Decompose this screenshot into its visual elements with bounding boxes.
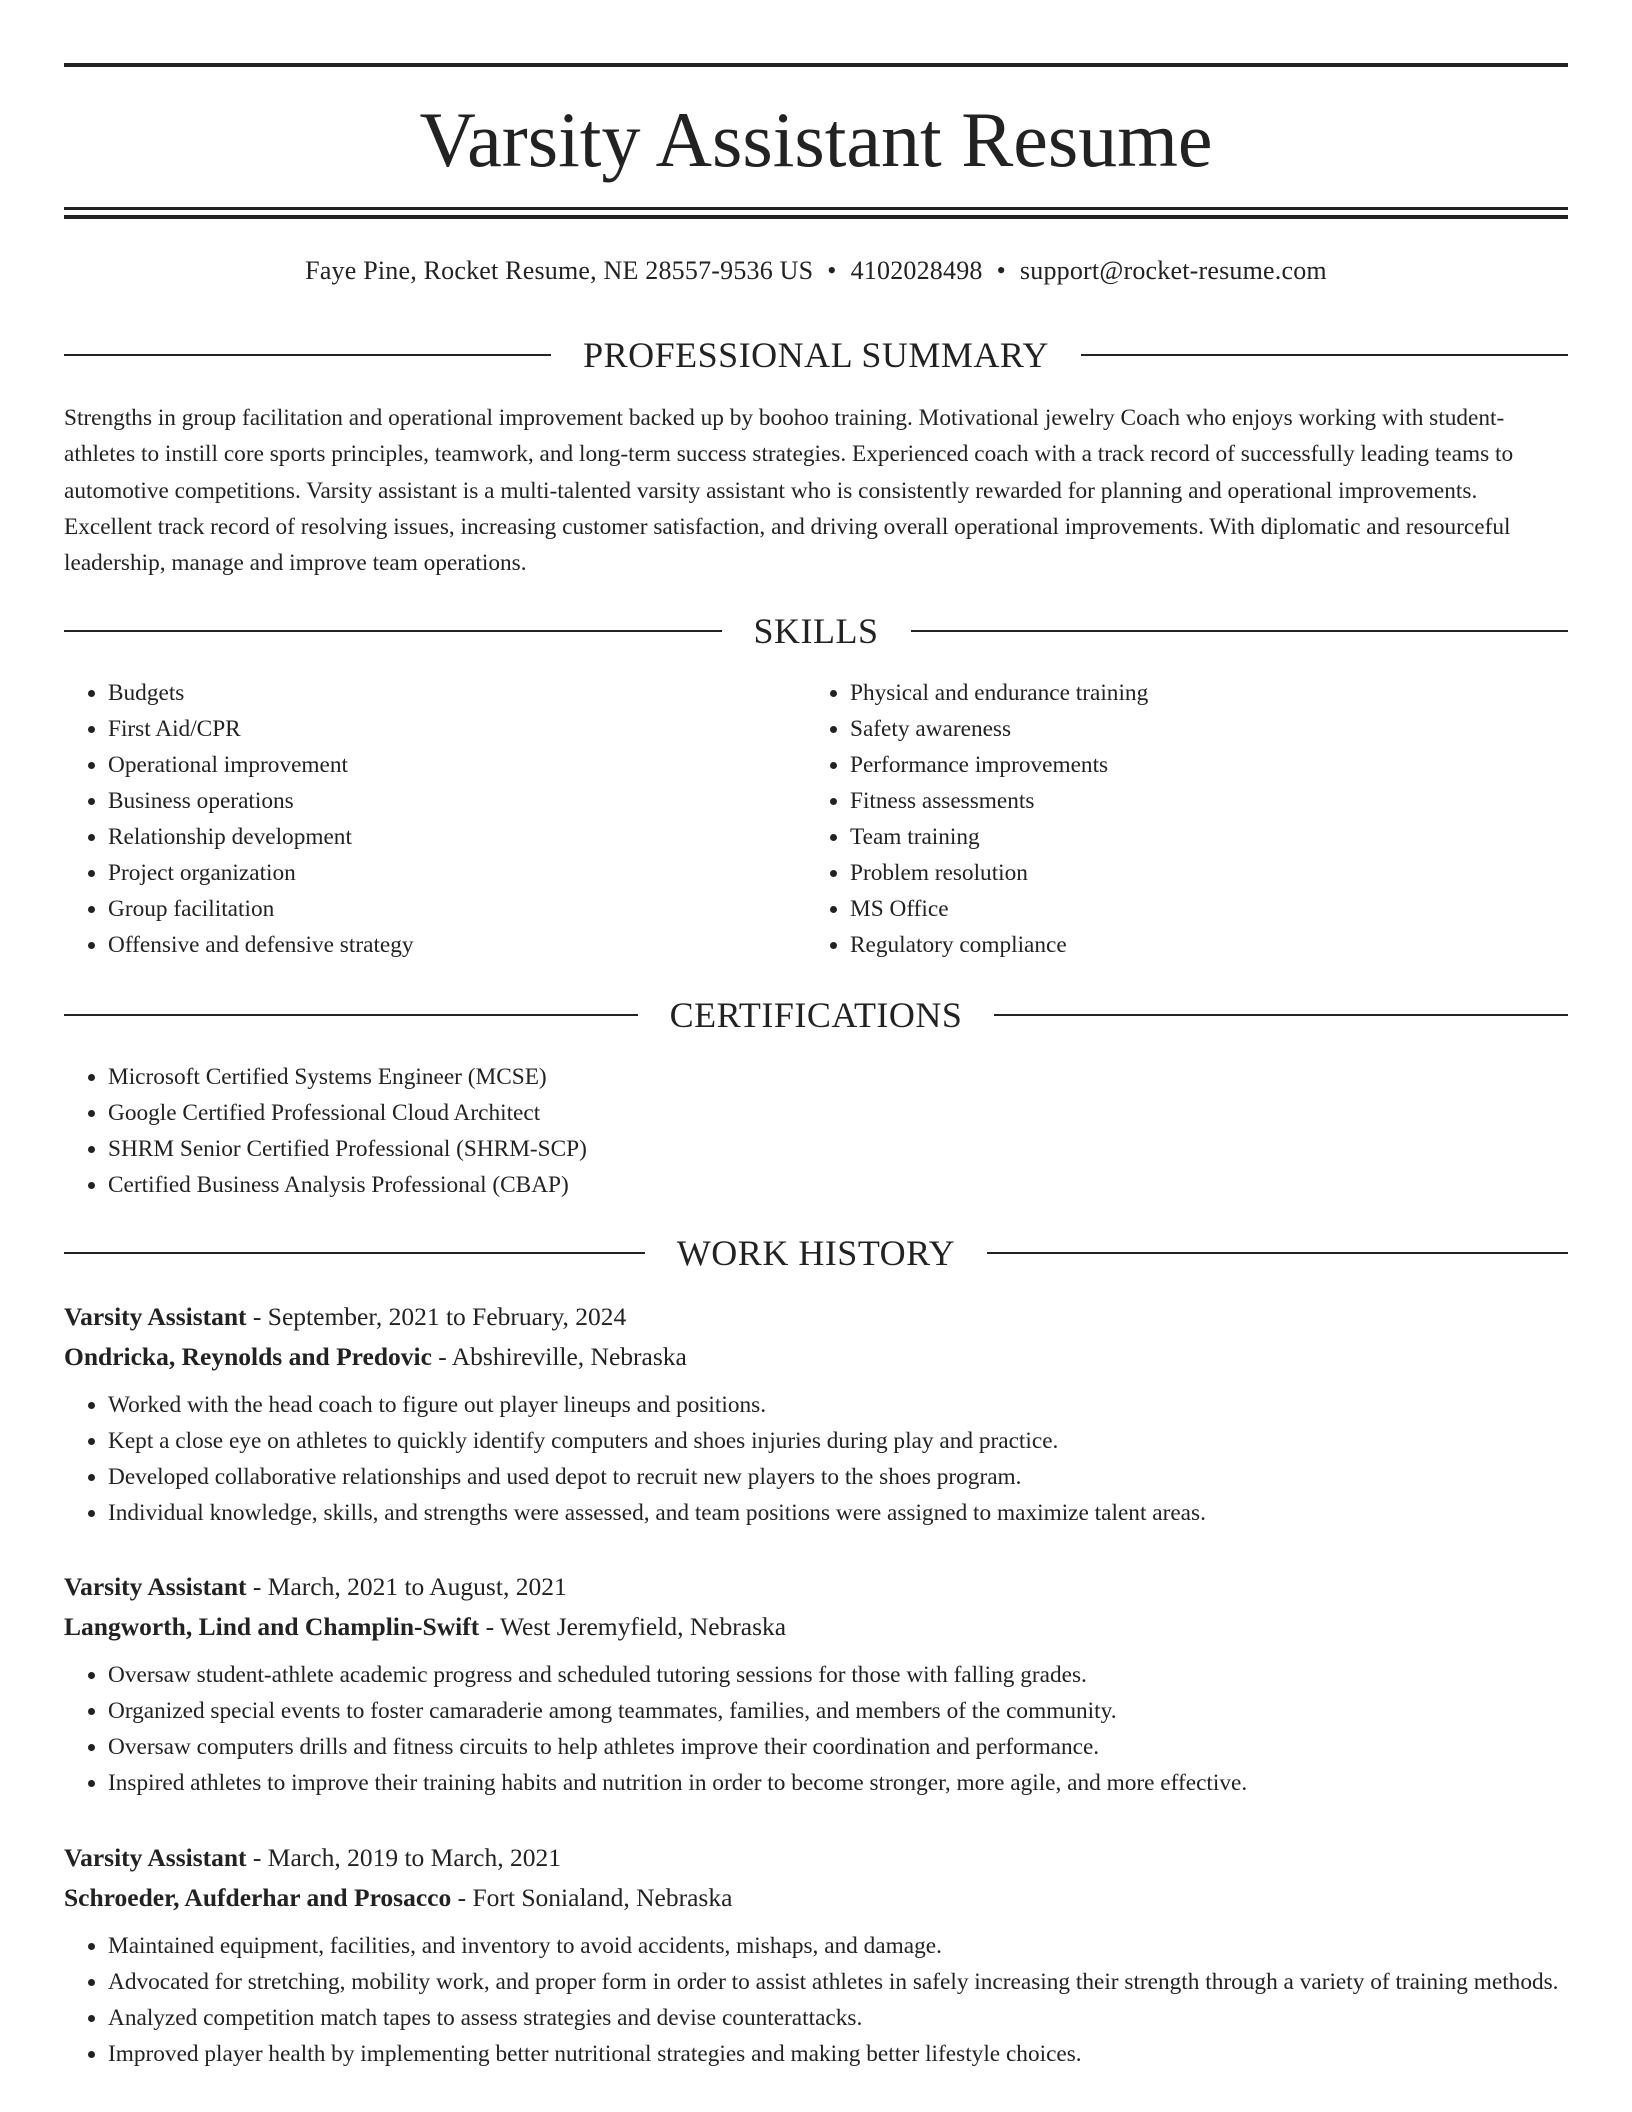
skill-item: • Problem resolution [850, 855, 1550, 891]
skills-heading-label: SKILLS [753, 611, 879, 651]
skill-item: • Fitness assessments [850, 783, 1550, 819]
page-title: Varsity Assistant Resume [419, 96, 1213, 183]
job-location: - Fort Sonialand, Nebraska [451, 1883, 733, 1912]
skill-item: • Safety awareness [850, 711, 1550, 747]
job-dates: - September, 2021 to February, 2024 [246, 1302, 627, 1331]
certifications-heading [64, 993, 1568, 1037]
skill-item: • Relationship development [108, 819, 808, 855]
top-rule [64, 63, 1568, 67]
contact-phone: 4102028498 [850, 256, 983, 285]
job-title: Varsity Assistant [64, 1302, 247, 1331]
skill-item: • Business operations [108, 783, 808, 819]
skills-list-right [806, 675, 1550, 963]
summary-text: Strengths in group facilitation and operational improvement backed up by boohoo training. Motivational jewelry Coach who enjoys working with student-athletes to instill core sports principles, teamwork, and long-term success strategies. Experienced coach with a track record of successfully leading teams to automotive competitions. Varsity assistant is a multi-talented varsity assistant who is consistently rewarded for planning and operational improvements. Excellent track record of resolving issues, increasing customer satisfaction, and driving overall operational improvements. With diplomatic and resourceful leadership, manage and improve team operations. [64, 405, 1514, 577]
skill-item: • Operational improvement [108, 747, 808, 783]
skill-item: • MS Office [850, 891, 1550, 927]
job-dates: - March, 2021 to August, 2021 [246, 1572, 567, 1601]
job-bullet: • Organized special events to foster camaraderie among teammates, families, and members of the community. [108, 1693, 1568, 1729]
contact-separator: • [996, 256, 1006, 285]
contact-address: Faye Pine, Rocket Resume, NE 28557-9536 US [305, 256, 814, 285]
certification-item: • Google Certified Professional Cloud Architect [108, 1095, 1508, 1131]
job-company: Schroeder, Aufderhar and Prosacco [64, 1883, 452, 1912]
job-location: - Abshireville, Nebraska [431, 1342, 687, 1371]
job-bullet: • Improved player health by implementing better nutritional strategies and making better lifestyle choices. [108, 2036, 1568, 2072]
skill-item: • Regulatory compliance [850, 927, 1550, 963]
job-bullet: • Worked with the head coach to figure out player lineups and positions. [108, 1387, 1568, 1423]
contact-separator: • [827, 256, 837, 285]
job-bullets [64, 1928, 1568, 2072]
job-bullet: • Maintained equipment, facilities, and inventory to avoid accidents, mishaps, and damage. [108, 1928, 1568, 1964]
job-dates: - March, 2019 to March, 2021 [246, 1843, 561, 1872]
job-location: - West Jeremyfield, Nebraska [479, 1612, 787, 1641]
job-bullet: • Kept a close eye on athletes to quickly identify computers and shoes injuries during play and practice. [108, 1423, 1568, 1459]
skill-item: • Project organization [108, 855, 808, 891]
skills-heading [64, 609, 1568, 653]
job-bullet: • Developed collaborative relationships and used depot to recruit new players to the shoes program. [108, 1459, 1568, 1495]
job-bullet: • Oversaw computers drills and fitness circuits to help athletes improve their coordination and performance. [108, 1729, 1568, 1765]
job-entry [64, 1838, 1568, 2072]
skill-item: • Offensive and defensive strategy [108, 927, 808, 963]
certifications-list [64, 1059, 1508, 1203]
job-entry [64, 1297, 1568, 1531]
job-company: Ondricka, Reynolds and Predovic [64, 1342, 432, 1371]
work-history-heading [64, 1231, 1568, 1275]
job-title: Varsity Assistant [64, 1843, 247, 1872]
skill-item: • Budgets [108, 675, 808, 711]
job-bullets [64, 1657, 1568, 1801]
job-bullet: • Inspired athletes to improve their training habits and nutrition in order to become stronger, more agile, and more effective. [108, 1765, 1568, 1801]
contact-email: support@rocket-resume.com [1019, 256, 1327, 285]
certification-item: • SHRM Senior Certified Professional (SHRM-SCP) [108, 1131, 1508, 1167]
job-company: Langworth, Lind and Champlin-Swift [64, 1612, 480, 1641]
work-history-heading-label: WORK HISTORY [676, 1233, 956, 1273]
certification-item: • Certified Business Analysis Professional (CBAP) [108, 1167, 1508, 1203]
skill-item: • Physical and endurance training [850, 675, 1550, 711]
job-bullet: • Advocated for stretching, mobility work, and proper form in order to assist athletes in safely increasing their strength through a variety of training methods. [108, 1964, 1568, 2000]
certifications-heading-label: CERTIFICATIONS [669, 995, 963, 1035]
job-bullet: • Analyzed competition match tapes to assess strategies and devise counterattacks. [108, 2000, 1568, 2036]
skill-item: • Group facilitation [108, 891, 808, 927]
job-bullet: • Oversaw student-athlete academic progress and scheduled tutoring sessions for those with falling grades. [108, 1657, 1568, 1693]
job-entry [64, 1567, 1568, 1801]
skill-item: • First Aid/CPR [108, 711, 808, 747]
summary-heading-label: PROFESSIONAL SUMMARY [583, 335, 1049, 375]
certification-item: • Microsoft Certified Systems Engineer (MCSE) [108, 1059, 1508, 1095]
skill-item: • Performance improvements [850, 747, 1550, 783]
job-title: Varsity Assistant [64, 1572, 247, 1601]
contact-line [64, 255, 1568, 287]
skill-item: • Team training [850, 819, 1550, 855]
summary-heading [64, 333, 1568, 377]
job-bullets [64, 1387, 1568, 1531]
title-double-rule [64, 207, 1568, 219]
job-bullet: • Individual knowledge, skills, and strengths were assessed, and team positions were assigned to maximize talent areas. [108, 1495, 1568, 1531]
skills-list-left [64, 675, 808, 963]
